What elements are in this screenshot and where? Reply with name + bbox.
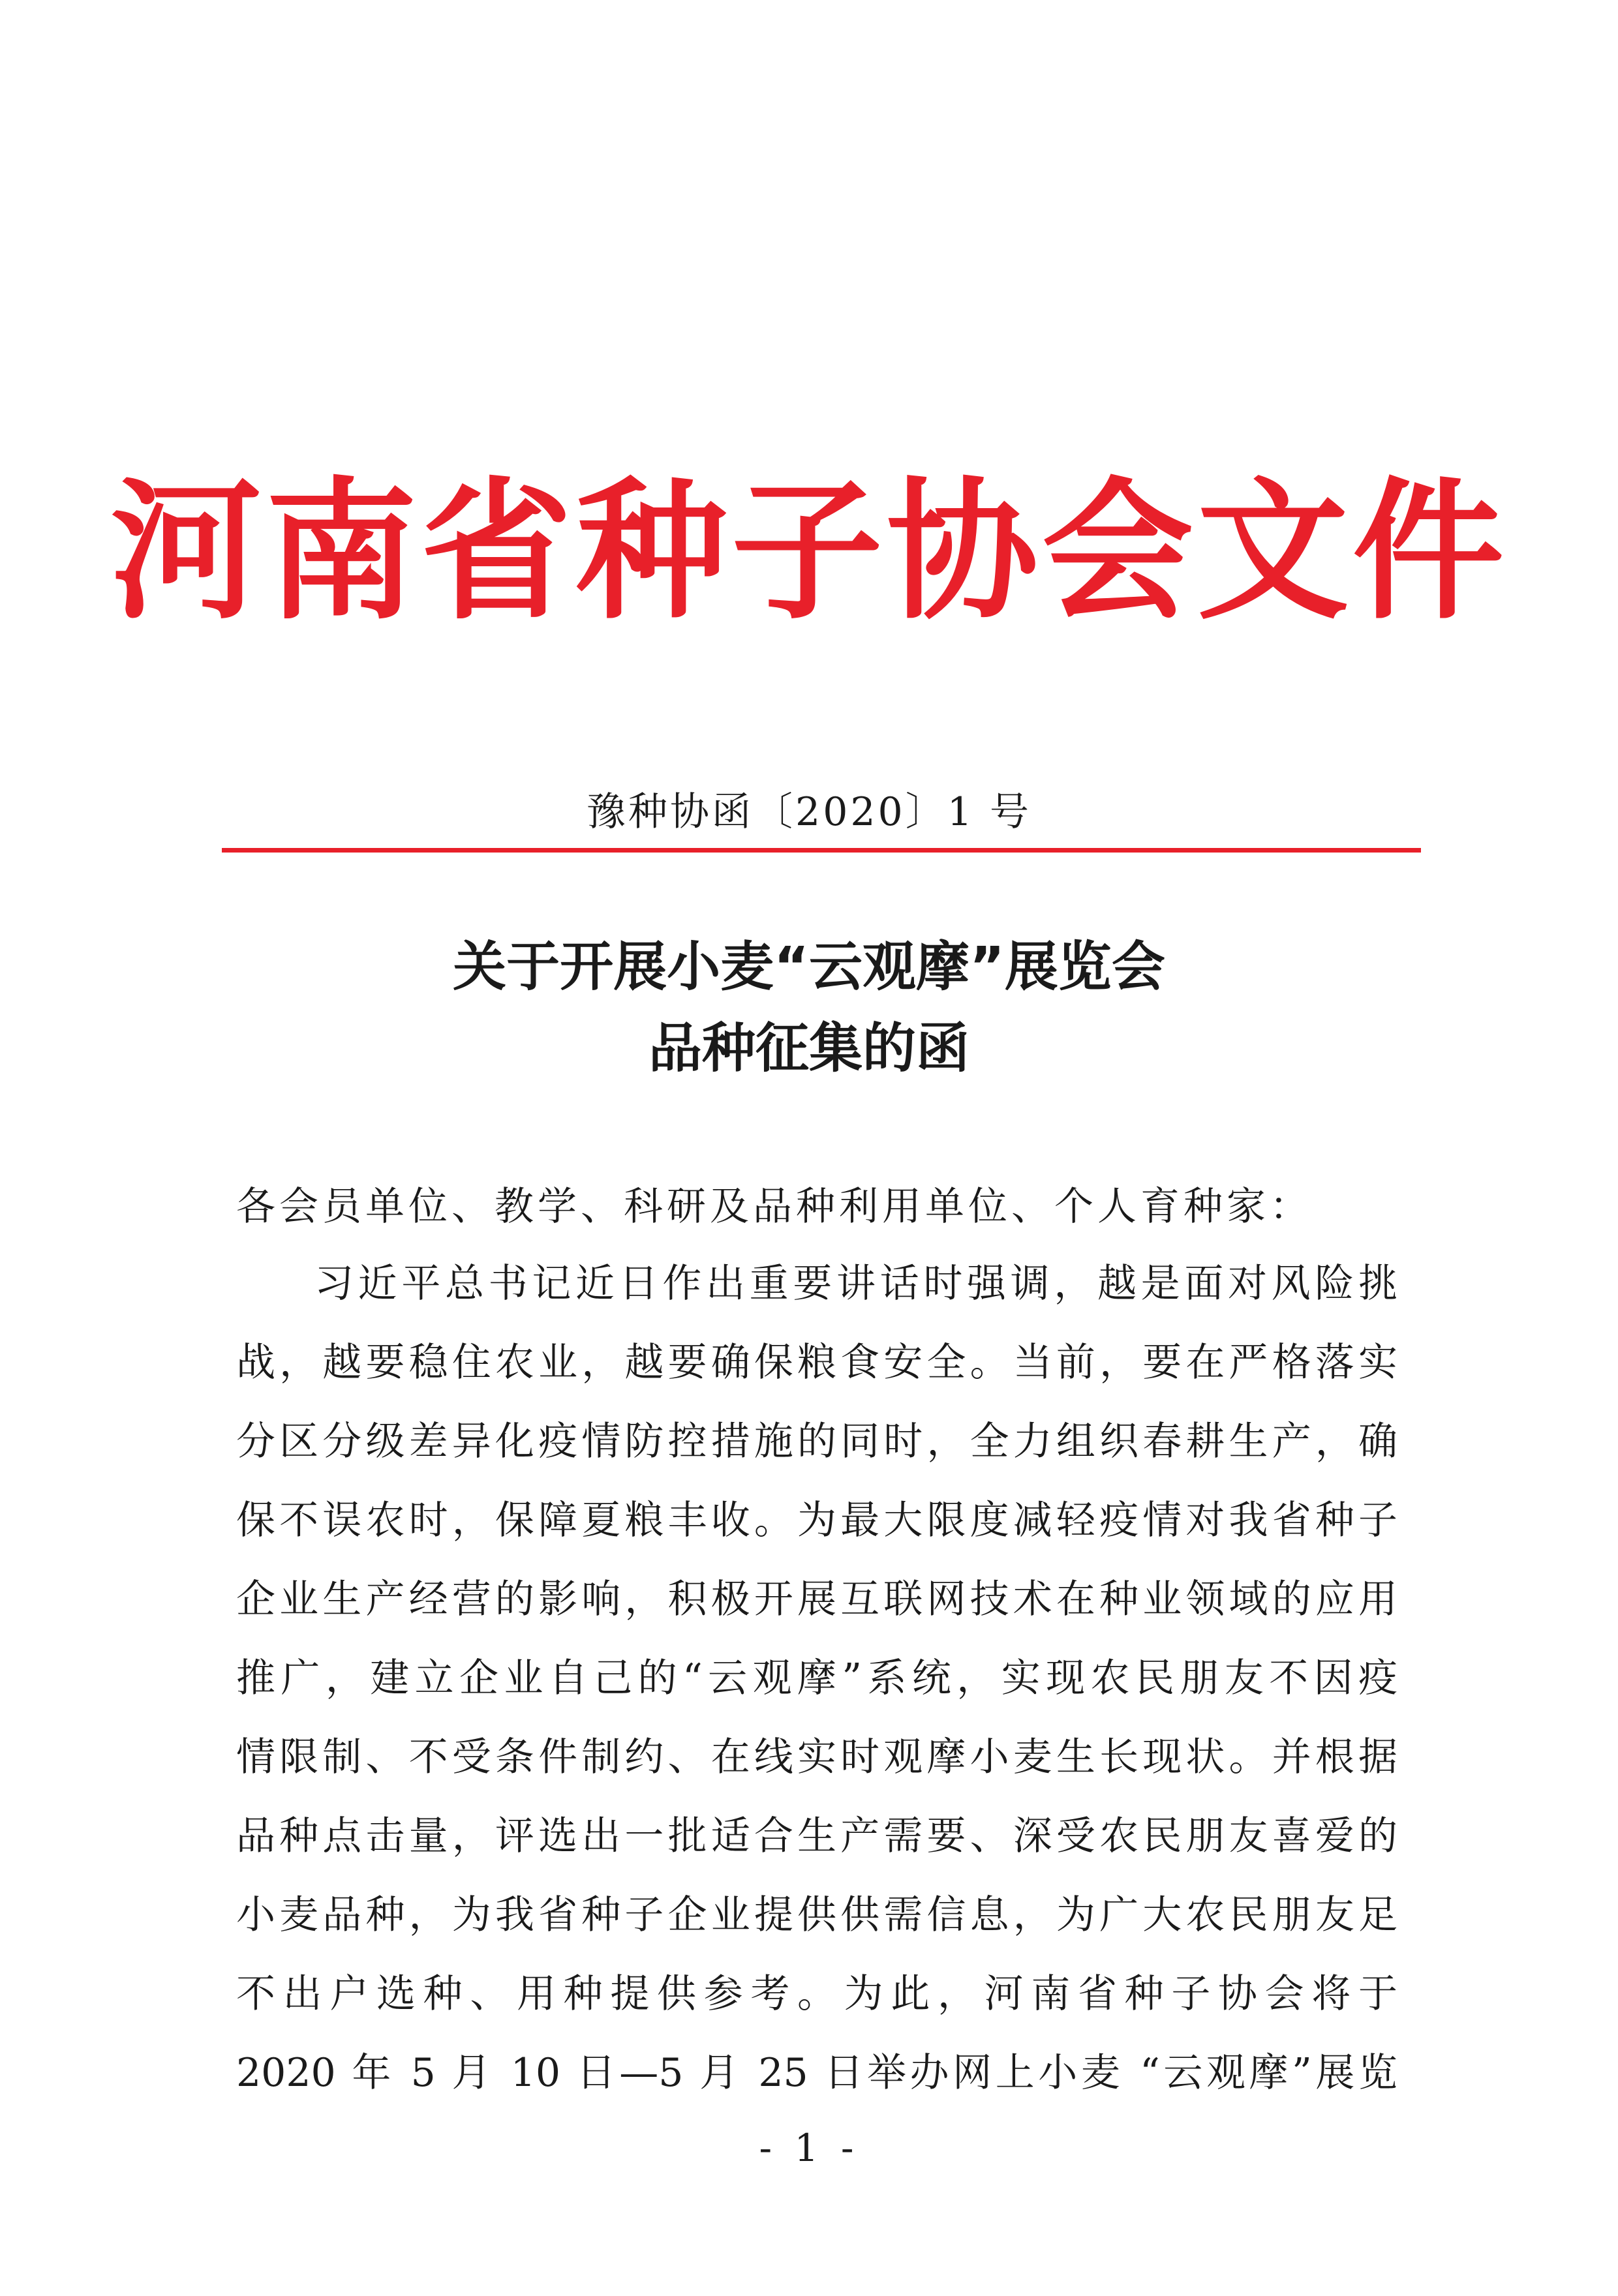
masthead-title: 河南省种子协会文件 xyxy=(110,462,1508,640)
body-line: 保不误农时，保障夏粮丰收。为最大限度减轻疫情对我省种子 xyxy=(236,1498,1397,1543)
body-text xyxy=(236,1258,1397,2126)
body-line: 2020 年 5 月 10 日—5 月 25 日举办网上小麦 “云观摩”展览 xyxy=(236,2050,1397,2096)
document-title xyxy=(0,926,1618,1089)
body-line: 分区分级差异化疫情防控措施的同时，全力组织春耕生产，确 xyxy=(236,1419,1397,1464)
body-line: 不出户选种、用种提供参考。为此，河南省种子协会将于 xyxy=(236,1971,1397,2017)
title-line-2: 品种征集的函 xyxy=(648,1018,969,1080)
body-line: 品种点击量，评选出一批适合生产需要、深受农民朋友喜爱的 xyxy=(236,1813,1397,1859)
title-line-1: 关于开展小麦“云观摩”展览会 xyxy=(453,936,1165,998)
body-line: 情限制、不受条件制约、在线实时观摩小麦生长现状。并根据 xyxy=(236,1734,1397,1780)
body-line: 战，越要稳住农业，越要确保粮食安全。当前，要在严格落实 xyxy=(236,1340,1397,1385)
body-line: 习近平总书记近日作出重要讲话时强调，越是面对风险挑 xyxy=(314,1261,1397,1307)
body-line: 小麦品种，为我省种子企业提供供需信息，为广大农民朋友足 xyxy=(236,1892,1397,1938)
body-line: 推广，建立企业自己的“云观摩”系统，实现农民朋友不因疫 xyxy=(236,1655,1397,1701)
document-number: 豫种协函〔2020〕1 号 xyxy=(587,789,1031,835)
salutation: 各会员单位、教学、科研及品种利用单位、个人育种家： xyxy=(236,1184,1313,1230)
page-number: - 1 - xyxy=(759,2126,859,2170)
red-divider-line xyxy=(222,848,1421,853)
body-line: 企业生产经营的影响，积极开展互联网技术在种业领域的应用 xyxy=(236,1577,1397,1622)
